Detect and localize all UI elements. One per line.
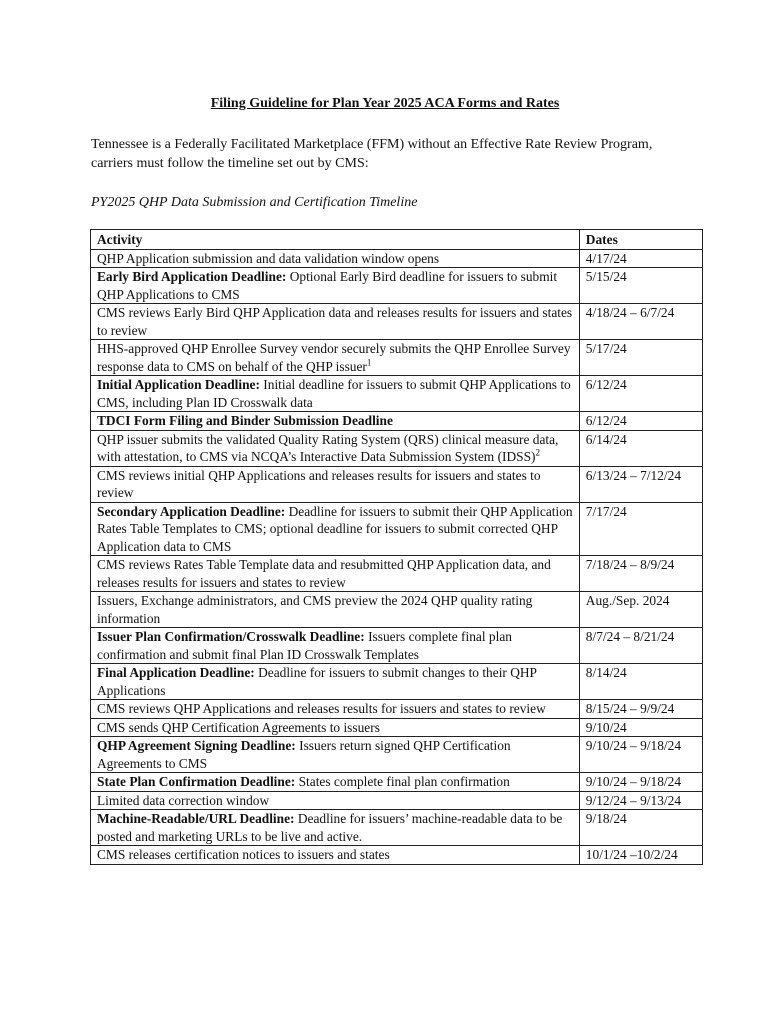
table-row	[91, 592, 703, 628]
table-row	[91, 846, 703, 865]
activity-cell	[91, 304, 580, 340]
date-cell: 8/14/24	[579, 664, 702, 700]
activity-text: CMS sends QHP Certification Agreements to issuers	[97, 719, 380, 735]
activity-cell	[91, 592, 580, 628]
table-row	[91, 700, 703, 719]
date-cell: 5/15/24	[579, 268, 702, 304]
date-cell: 5/17/24	[579, 340, 702, 376]
deadline-label: Secondary Application Deadline:	[97, 503, 286, 519]
table-row	[91, 664, 703, 700]
timeline-body	[91, 249, 703, 864]
footnote-marker: 2	[535, 447, 541, 458]
activity-cell	[91, 810, 580, 846]
activity-text: Issuers complete final plan confirmation and submit final Plan ID Crosswalk Templates	[97, 629, 512, 662]
activity-cell	[91, 773, 580, 792]
activity-cell	[91, 628, 580, 664]
activity-text: CMS reviews Early Bird QHP Application data and releases results for issuers and states to review	[97, 305, 573, 338]
footnote-marker: 1	[366, 357, 372, 368]
activity-cell	[91, 376, 580, 412]
activity-cell	[91, 466, 580, 502]
activity-text: QHP Application submission and data validation window opens	[97, 250, 440, 266]
date-cell: 7/17/24	[579, 502, 702, 556]
date-cell: 10/1/24 –10/2/24	[579, 846, 702, 865]
dates-column-header: Dates	[579, 230, 702, 250]
date-cell: 9/10/24 – 9/18/24	[579, 737, 702, 773]
activity-text: Issuers return signed QHP Certification Agreements to CMS	[97, 738, 511, 771]
activity-text: CMS reviews initial QHP Applications and releases results for issuers and states to review	[97, 467, 541, 500]
activity-text: Deadline for issuers’ machine-readable data to be posted and marketing URLs to be live and active.	[97, 811, 563, 844]
deadline-label: Initial Application Deadline:	[97, 377, 260, 392]
date-cell: 6/13/24 – 7/12/24	[579, 466, 702, 502]
date-cell: 6/14/24	[579, 430, 702, 466]
table-row	[91, 249, 703, 268]
table-row	[91, 466, 703, 502]
activity-cell	[91, 268, 580, 304]
table-row	[91, 304, 703, 340]
table-header-row	[91, 230, 703, 250]
deadline-label: State Plan Confirmation Deadline:	[97, 774, 296, 789]
date-cell: 6/12/24	[579, 412, 702, 431]
timeline-table	[90, 229, 703, 865]
activity-column-header: Activity	[91, 230, 580, 250]
activity-cell	[91, 791, 580, 810]
date-cell: 6/12/24	[579, 376, 702, 412]
activity-text: CMS reviews Rates Table Template data and resubmitted QHP Application data, and releases results for issuers and states to review	[97, 557, 551, 590]
deadline-label: TDCI Form Filing and Binder Submission Deadline	[97, 413, 393, 428]
activity-cell	[91, 340, 580, 376]
table-row	[91, 628, 703, 664]
date-cell: 4/17/24	[579, 249, 702, 268]
date-cell: 9/10/24 – 9/18/24	[579, 773, 702, 792]
date-cell: Aug./Sep. 2024	[579, 592, 702, 628]
activity-cell	[91, 556, 580, 592]
table-row	[91, 412, 703, 431]
activity-text: CMS reviews QHP Applications and releases results for issuers and states to review	[97, 701, 546, 716]
table-caption: PY2025 QHP Data Submission and Certification Timeline	[91, 195, 418, 210]
intro-paragraph: Tennessee is a Federally Facilitated Marketplace (FFM) without an Effective Rate Review Program, carriers must follow the timeline set out by CMS:	[91, 137, 653, 171]
activity-cell	[91, 718, 580, 737]
table-row	[91, 376, 703, 412]
deadline-label: Machine-Readable/URL Deadline:	[97, 811, 295, 826]
date-cell: 9/18/24	[579, 810, 702, 846]
activity-text: States complete final plan confirmation	[295, 774, 510, 789]
table-row	[91, 268, 703, 304]
activity-text: QHP issuer submits the validated Quality Rating System (QRS) clinical measure data, with attestation, to CMS via NCQA’s Interactive Data Submission System (IDSS)	[97, 431, 559, 464]
date-cell: 8/7/24 – 8/21/24	[579, 628, 702, 664]
date-cell: 7/18/24 – 8/9/24	[579, 556, 702, 592]
table-row	[91, 810, 703, 846]
deadline-label: Early Bird Application Deadline:	[97, 269, 287, 284]
activity-cell	[91, 737, 580, 773]
document-title: Filing Guideline for Plan Year 2025 ACA Forms and Rates	[210, 96, 560, 111]
date-cell: 9/12/24 – 9/13/24	[579, 791, 702, 810]
date-cell: 9/10/24	[579, 718, 702, 737]
table-row	[91, 556, 703, 592]
activity-cell	[91, 412, 580, 431]
table-row	[91, 791, 703, 810]
activity-cell	[91, 664, 580, 700]
activity-text: Deadline for issuers to submit changes to their QHP Applications	[97, 665, 537, 698]
table-row	[91, 502, 703, 556]
activity-cell	[91, 700, 580, 719]
deadline-label: QHP Agreement Signing Deadline:	[97, 738, 296, 753]
activity-cell	[91, 502, 580, 556]
activity-text: Deadline for issuers to submit their QHP Application Rates Table Templates to CMS; optional deadline for issuers to submit corrected QHP Application data to CMS	[97, 503, 573, 554]
activity-text: HHS-approved QHP Enrollee Survey vendor securely submits the QHP Enrollee Survey response data to CMS on behalf of the QHP issuer	[97, 341, 571, 374]
activity-cell	[91, 249, 580, 268]
date-cell: 4/18/24 – 6/7/24	[579, 304, 702, 340]
table-row	[91, 773, 703, 792]
activity-text: Initial deadline for issuers to submit QHP Applications to CMS, including Plan ID Crosswalk data	[97, 377, 571, 410]
activity-cell	[91, 430, 580, 466]
table-row	[91, 737, 703, 773]
activity-cell	[91, 846, 580, 865]
activity-text: Optional Early Bird deadline for issuers to submit QHP Applications to CMS	[97, 269, 558, 302]
activity-text: CMS releases certification notices to issuers and states	[97, 847, 390, 862]
table-row	[91, 718, 703, 737]
deadline-label: Final Application Deadline:	[97, 665, 255, 680]
deadline-label: Issuer Plan Confirmation/Crosswalk Deadline:	[97, 629, 365, 644]
table-row	[91, 430, 703, 466]
activity-text: Limited data correction window	[97, 792, 270, 808]
table-row	[91, 340, 703, 376]
activity-text: Issuers, Exchange administrators, and CMS preview the 2024 QHP quality rating information	[97, 593, 533, 626]
date-cell: 8/15/24 – 9/9/24	[579, 700, 702, 719]
